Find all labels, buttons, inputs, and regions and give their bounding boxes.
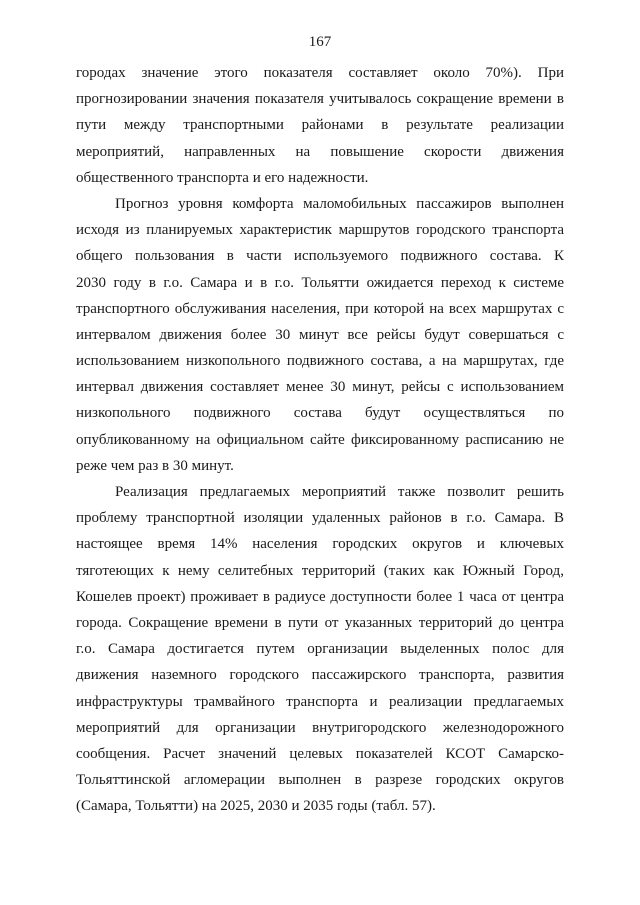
text-line: прогнозировании значения показателя учитывалось сокращение времени в: [76, 91, 564, 108]
text-line: реже чем раз в 30 минут.: [76, 457, 234, 474]
text-line: использованием низкопольного подвижного состава, а на маршрутах, где: [76, 353, 564, 370]
text-line: сообщения. Расчет значений целевых показателей КСОТ Самарско-: [76, 745, 564, 762]
text-line: мероприятий для организации внутригородского железнодорожного: [76, 719, 564, 736]
text-line: настоящее время 14% населения городских округов и ключевых: [76, 536, 564, 553]
text-line: Тольяттинской агломерации выполнен в разрезе городских округов: [76, 772, 564, 789]
text-line: г.о. Самара достигается путем организации выделенных полос для: [76, 641, 564, 658]
page-number: 167: [308, 34, 332, 50]
text-line: тяготеющих к нему селитебных территорий (таких как Южный Город,: [76, 562, 564, 579]
text-line: общего пользования в части используемого подвижного состава. К: [76, 248, 564, 265]
text-line: Кошелев проект) проживает в радиусе доступности более 1 часа от центра: [76, 588, 564, 605]
text-line: движения наземного городского пассажирского транспорта, развития: [76, 667, 564, 684]
text-line: города. Сокращение времени в пути от указанных территорий до центра: [76, 614, 564, 631]
text-line: Реализация предлагаемых мероприятий также позволит решить: [115, 484, 564, 500]
text-line: исходя из планируемых характеристик маршрутов городского транспорта: [76, 222, 564, 239]
text-line: инфраструктуры трамвайного транспорта и реализации предлагаемых: [76, 693, 564, 710]
paragraph-2: [76, 191, 564, 479]
text-line: опубликованному на официальном сайте фиксированному расписанию не: [76, 431, 564, 448]
text-line: проблему транспортной изоляции удаленных районов в г.о. Самара. В: [76, 510, 564, 527]
text-line: интервал движения составляет менее 30 минут, рейсы с использованием: [76, 379, 564, 396]
text-line: Прогноз уровня комфорта маломобильных пассажиров выполнен: [115, 195, 564, 212]
text-line: низкопольного подвижного состава будут осуществляться по: [76, 405, 564, 422]
text-line: мероприятий, направленных на повышение скорости движения: [76, 143, 564, 160]
paragraph-3: [76, 479, 564, 819]
text-line: городах значение этого показателя составляет около 70%). При: [76, 65, 564, 81]
body-text: [76, 60, 564, 819]
text-line: пути между транспортными районами в результате реализации: [76, 117, 564, 134]
text-line: транспортного обслуживания населения, при которой на всех маршрутах с: [76, 300, 564, 317]
text-line: 2030 году в г.о. Самара и в г.о. Тольятти ожидается переход к системе: [76, 274, 564, 291]
text-line: интервалом движения более 30 минут все рейсы будут совершаться с: [76, 326, 564, 343]
paragraph-1: [76, 60, 564, 191]
text-line: (Самара, Тольятти) на 2025, 2030 и 2035 годы (табл. 57).: [76, 798, 436, 815]
text-line: общественного транспорта и его надежности.: [76, 169, 369, 186]
